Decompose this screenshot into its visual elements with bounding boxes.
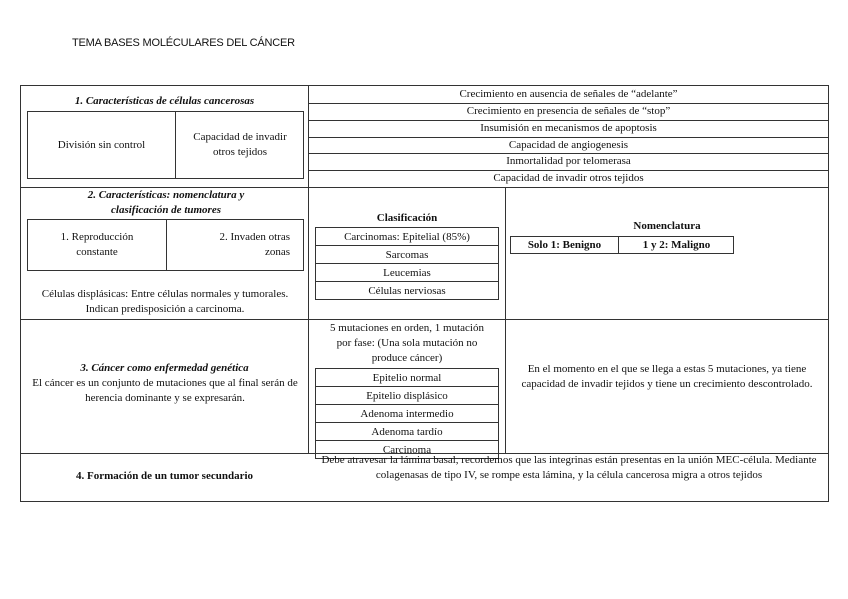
- mutation-stage: Adenoma intermedio: [315, 405, 499, 423]
- section1-left-cell: División sin control: [57, 138, 146, 151]
- nomenclature-title: Nomenclatura: [633, 220, 701, 232]
- document-title: TEMA BASES MOLÉCULARES DEL CÁNCER: [72, 37, 295, 49]
- summary-table: [20, 85, 829, 502]
- section3-conclusion: En el momento en el que se llega a estas 5 mutaciones, ya tiene capacidad de invadir tejidos y tiene un crecimiento descontrolado.: [521, 363, 813, 390]
- mutation-stage: Adenoma tardío: [315, 423, 499, 441]
- section2-heading: 2. Características: nomenclatura y clasificación de tumores: [87, 189, 245, 216]
- section1-right-cell: Capacidad de invadir otros tejidos: [193, 131, 287, 158]
- classification-item: Células nerviosas: [315, 282, 499, 300]
- section1-list-item: Crecimiento en ausencia de señales de “adelante”: [459, 88, 678, 100]
- section3-heading: 3. Cáncer como enfermedad genética: [80, 362, 249, 374]
- classification-title: Clasificación: [376, 212, 438, 224]
- mutation-stage: Carcinoma: [315, 441, 499, 459]
- row-divider-2: [21, 319, 828, 320]
- mutation-stage: Epitelio normal: [315, 368, 499, 387]
- section2-subtable: [27, 219, 304, 271]
- section1-list-item: Insumisión en mecanismos de apoptosis: [480, 122, 657, 134]
- classification-item: Leucemias: [315, 264, 499, 282]
- section2-item2: 2. Invaden otras zonas: [219, 231, 290, 258]
- nomenclature-malignant: 1 y 2: Maligno: [642, 238, 711, 251]
- nomenclature-table: [510, 236, 734, 254]
- nomenclature-benign: Solo 1: Benigno: [527, 238, 602, 251]
- section3-body: El cáncer es un conjunto de mutaciones que al final serán de herencia dominante y se expresarán.: [32, 377, 298, 404]
- section4-body: Debe atravesar la lámina basal, recordemos que las integrinas están presentas en la unión MEC-célula. Mediante colagenasas de tipo IV, se rompe esta lámina, y la célula cancerosa migra a otros tejidos: [321, 454, 817, 481]
- mutations-intro: 5 mutaciones en orden, 1 mutación por fase: (Una sola mutación no produce cáncer): [330, 322, 484, 364]
- classification-item: Sarcomas: [315, 246, 499, 264]
- section4-heading: 4. Formación de un tumor secundario: [75, 470, 254, 482]
- section1-list: [309, 86, 828, 187]
- section2-note: Células displásicas: Entre células normales y tumorales. Indican predisposición a carcinoma.: [41, 288, 289, 315]
- section2-item1: 1. Reproducción constante: [60, 231, 134, 258]
- section1-heading: 1. Características de células cancerosas: [74, 95, 255, 107]
- section1-list-item: Capacidad de angiogenesis: [508, 138, 629, 151]
- mutation-stages: [315, 368, 499, 459]
- section1-subtable: [27, 111, 304, 179]
- classification-item: Carcinomas: Epitelial (85%): [315, 227, 499, 246]
- section1-list-item: Crecimiento en presencia de señales de “stop”: [466, 105, 671, 117]
- mutation-stage: Epitelio displásico: [315, 387, 499, 405]
- section1-list-item: Inmortalidad por telomerasa: [506, 155, 631, 167]
- section1-list-item: Capacidad de invadir otros tejidos: [493, 172, 644, 184]
- classification-list: [315, 227, 499, 300]
